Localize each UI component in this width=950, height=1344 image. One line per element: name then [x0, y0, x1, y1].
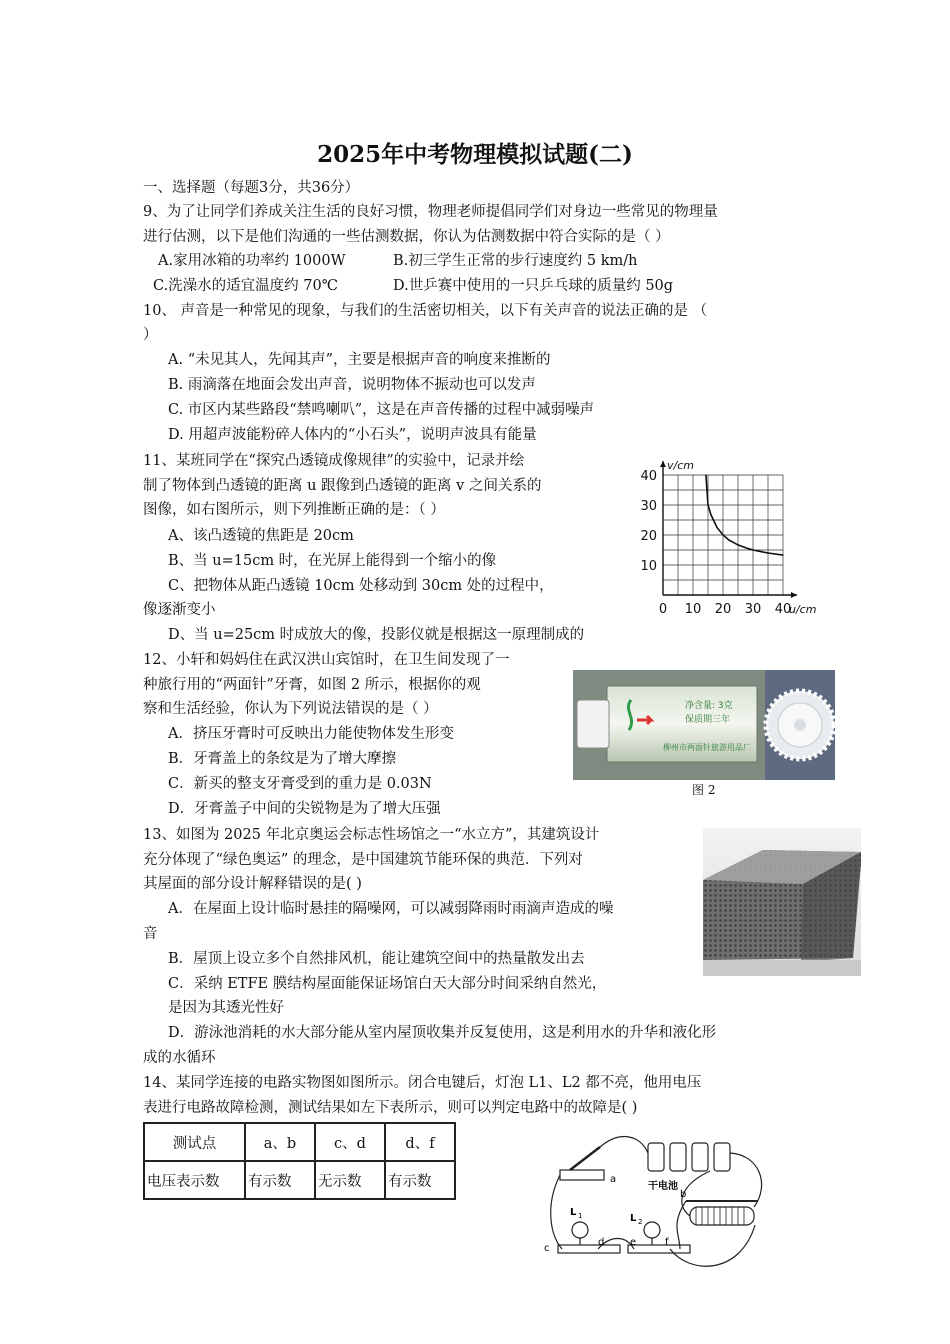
y-tick-label: 30	[640, 499, 657, 514]
q10-stem-line2: ）	[143, 327, 158, 343]
q13-option-c-line1: C．采纳 ETFE 膜结构屋面能保证场馆白天大部分时间采纳自然光，	[168, 976, 607, 992]
q10-option-a: A. “未见其人，先闻其声”，主要是根据声音的响度来推断的	[168, 352, 551, 368]
circuit-label-l2: L	[630, 1213, 637, 1224]
q13-stem-line1: 13、如图为 2025 年北京奥运会标志性场馆之一“水立方”，其建筑设计	[143, 827, 600, 843]
q11-stem-line1: 11、某班同学在“探究凸透镜成像规律”的实验中，记录并绘	[143, 453, 525, 469]
q10-option-d: D. 用超声波能粉碎人体内的“小石头”，说明声波具有能量	[168, 427, 537, 443]
circuit-label-battery: 干电池	[648, 1181, 678, 1192]
q12-option-d: D．牙膏盖子中间的尖锐物是为了增大压强	[168, 801, 441, 817]
q13-option-d-line1: D．游泳池消耗的水大部分能从室内屋顶收集并反复使用，这是利用水的升华和液化形	[168, 1025, 717, 1041]
q14-stem-line1: 14、某同学连接的电路实物图如图所示。闭合电键后，灯泡 L1、L2 都不亮，他用电压	[143, 1075, 702, 1091]
switch-base	[560, 1170, 604, 1180]
lamp-l1-bulb	[572, 1222, 588, 1238]
switch-lever	[570, 1147, 600, 1170]
x-tick-label: 40	[774, 602, 792, 617]
x-tick-label: 0	[658, 602, 668, 617]
voltage-test-table	[143, 1122, 456, 1200]
x-axis-arrow	[791, 592, 797, 598]
table-row	[144, 1161, 455, 1199]
y-axis-label: v/cm	[667, 459, 694, 472]
uv-data-point	[782, 555, 783, 556]
tube-label-net: 净含量: 3克	[685, 701, 733, 711]
circuit-label-l1-sub: 1	[578, 1212, 583, 1220]
q13-option-d-line2: 成的水循环	[143, 1050, 216, 1066]
uv-data-point	[705, 474, 706, 475]
q11-stem-line2: 制了物体到凸透镜的距离 u 跟像到凸透镜的距离 v 之间关系的	[143, 478, 542, 494]
table-header-cell: a、b	[245, 1123, 315, 1161]
circuit-label-e: e	[630, 1237, 637, 1248]
circuit-label-l1: L	[570, 1207, 577, 1218]
q11-option-a: A、该凸透镜的焦距是 20cm	[168, 528, 354, 544]
table-header-row	[144, 1123, 455, 1161]
circuit-label-d: d	[598, 1237, 605, 1248]
q13-option-c-line2: 是因为其透光性好	[168, 1000, 284, 1016]
q9-option-d: D.世乒赛中使用的一只乒乓球的质量约 50g	[393, 278, 674, 294]
q13-stem-line3: 其屋面的部分设计解释错误的是( )	[143, 876, 362, 892]
q11-option-c-line1: C、把物体从距凸透镜 10cm 处移动到 30cm 处的过程中，	[168, 578, 554, 594]
q11-option-c-line2: 像逐渐变小	[143, 602, 216, 618]
fig2-caption: 图 2	[692, 783, 716, 797]
table-header-cell: d、f	[385, 1123, 455, 1161]
q12-option-c: C．新买的整支牙膏受到的重力是 0.03N	[168, 776, 432, 792]
uv-data-point	[707, 504, 708, 505]
circuit-diagram	[540, 1125, 780, 1295]
y-tick-label: 20	[640, 529, 657, 544]
y-tick-label: 10	[640, 559, 657, 574]
table-cell: 无示数	[315, 1161, 385, 1199]
uv-data-point	[716, 527, 717, 528]
battery-cell	[670, 1143, 686, 1171]
lamp-l1-base	[558, 1245, 620, 1253]
q9-option-a: A.家用冰箱的功率约 1000W	[158, 253, 346, 269]
q9-stem-line1: 9、为了让同学们养成关注生活的良好习惯，物理老师提倡同学们对身边一些常见的物理量	[143, 204, 718, 220]
q9-stem-line2: 进行估测，以下是他们沟通的一些估测数据，你认为估测数据中符合实际的是（ ）	[143, 229, 670, 245]
q10-option-c: C. 市区内某些路段“禁鸣喇叭”，这是在声音传播的过程中减弱噪声	[168, 402, 595, 418]
q13-option-b: B．屋顶上设立多个自然排风机，能让建筑空间中的热量散发出去	[168, 951, 585, 967]
q9-option-c: C.洗澡水的适宜温度约 70℃	[153, 278, 338, 294]
q13-option-a-line2: 音	[143, 926, 158, 942]
circuit-label-b: b	[680, 1189, 687, 1200]
x-tick-label: 30	[744, 602, 762, 617]
q12-stem-line2: 种旅行用的“两面针”牙膏，如图 2 所示，根据你的观	[143, 677, 481, 693]
uv-data-point	[722, 534, 723, 535]
q9-option-b: B.初三学生正常的步行速度约 5 km/h	[393, 253, 638, 269]
q10-option-b: B. 雨滴落在地面会发出声音，说明物体不振动也可以发声	[168, 377, 536, 393]
circuit-label-f: f	[665, 1237, 669, 1248]
battery-cell	[692, 1143, 708, 1171]
circuit-label-c: c	[544, 1243, 550, 1254]
q11-stem-line3: 图像，如右图所示，则下列推断正确的是：（ ）	[143, 502, 445, 518]
q14-stem-line2: 表进行电路故障检测，测试结果如左下表所示，则可以判定电路中的故障是( )	[143, 1100, 638, 1116]
uv-data-point	[752, 549, 753, 550]
table-cell: 有示数	[385, 1161, 455, 1199]
section-heading: 一、选择题（每题3分，共36分）	[143, 180, 360, 196]
q12-option-a: A．挤压牙膏时可反映出力能使物体发生形变	[168, 726, 454, 742]
uv-data-point	[746, 548, 747, 549]
uv-data-point	[710, 514, 711, 515]
q12-stem-line3: 察和生活经验，你认为下列说法错误的是（ ）	[143, 701, 438, 717]
y-axis-arrow	[660, 461, 666, 467]
q11-option-b: B、当 u=15cm 时，在光屏上能得到一个缩小的像	[168, 553, 497, 569]
circuit-label-a: a	[610, 1174, 617, 1185]
q10-stem-line1: 10、 声音是一种常见的现象，与我们的生活密切相关，以下有关声音的说法正确的是 （	[143, 303, 708, 319]
uv-data-point	[767, 552, 768, 553]
battery-cell	[714, 1143, 730, 1171]
uv-data-point	[737, 544, 738, 545]
battery-cell	[648, 1143, 664, 1171]
uv-curve	[706, 475, 783, 555]
q12-option-b: B．牙膏盖上的条纹是为了增大摩擦	[168, 751, 397, 767]
uv-data-point	[728, 540, 729, 541]
water-cube-photo	[703, 828, 861, 976]
x-axis-label: u/cm	[789, 603, 817, 616]
circuit-label-l2-sub: 2	[638, 1218, 643, 1226]
tube-label-shelf: 保质期三年	[685, 715, 731, 725]
lamp-l2-bulb	[644, 1222, 660, 1238]
table-header-cell: c、d	[315, 1123, 385, 1161]
q12-stem-line1: 12、小轩和妈妈住在武汉洪山宾馆时，在卫生间发现了一	[143, 652, 510, 668]
lamp-l2-base	[628, 1245, 690, 1253]
y-tick-label: 40	[640, 469, 657, 484]
x-tick-label: 20	[714, 602, 732, 617]
table-cell: 有示数	[245, 1161, 315, 1199]
tube-label-maker: 柳州市两面针旅游用品厂	[663, 743, 751, 752]
uv-graph	[635, 445, 845, 617]
rheostat	[690, 1207, 754, 1225]
q13-option-a-line1: A．在屋面上设计临时悬挂的隔噪网，可以减弱降雨时雨滴声造成的噪	[168, 901, 614, 917]
q11-option-d: D、当 u=25cm 时成放大的像，投影仪就是根据这一原理制成的	[168, 627, 585, 643]
table-header-cell: 测试点	[144, 1123, 245, 1161]
x-tick-label: 10	[684, 602, 702, 617]
q13-stem-line2: 充分体现了“绿色奥运” 的理念，是中国建筑节能环保的典范．下列对	[143, 852, 583, 868]
page-title: 2025年中考物理模拟试题(二)	[317, 141, 633, 168]
table-cell: 电压表示数	[144, 1161, 245, 1199]
toothpaste-photo	[573, 670, 835, 780]
